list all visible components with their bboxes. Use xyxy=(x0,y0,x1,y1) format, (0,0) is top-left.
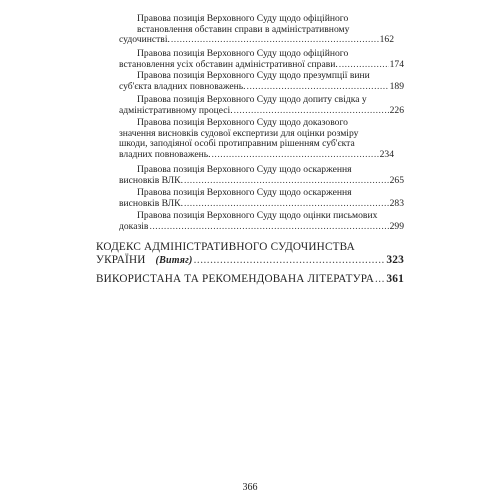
toc-page-number: 265 xyxy=(389,174,404,186)
toc-entry-line: встановлення усіх обставин адміністративної справи. xyxy=(119,58,338,70)
toc-entry-last-line xyxy=(119,199,404,210)
toc-entry-line: доказів xyxy=(119,220,149,232)
toc-entry-last-line xyxy=(119,222,404,233)
toc-entry-line: шкоди, заподіяної особі протиправним рішенням суб'єкта xyxy=(119,138,355,150)
toc-entry[interactable] xyxy=(119,49,404,70)
toc-entry-last-line xyxy=(119,150,404,161)
toc-entry-line: висновків ВЛК. xyxy=(119,174,183,186)
toc-entry[interactable] xyxy=(119,165,404,186)
toc-code-section[interactable] xyxy=(96,241,404,267)
code-section-note: (Витяг) xyxy=(155,255,193,266)
dot-leader xyxy=(184,199,389,210)
toc-entry[interactable] xyxy=(119,95,404,116)
toc-entry[interactable] xyxy=(119,188,404,209)
toc-entry[interactable] xyxy=(119,211,404,232)
dot-leader xyxy=(194,254,386,267)
toc-entry-line: Правова позиція Верховного Суду щодо офіційного xyxy=(137,48,349,59)
toc-page-number: 299 xyxy=(389,220,404,232)
toc-page-number: 323 xyxy=(386,254,404,266)
toc-page-number: 234 xyxy=(379,148,394,160)
dot-leader xyxy=(339,60,389,71)
dot-leader xyxy=(184,176,389,187)
toc-entry-line: Правова позиція Верховного Суду щодо оскарження xyxy=(137,187,352,198)
toc-entry-line: Правова позиція Верховного Суду щодо доказового xyxy=(137,117,348,128)
toc-page-number: 174 xyxy=(389,58,404,70)
dot-leader xyxy=(149,222,388,233)
code-section-title-cont: УКРАЇНИ xyxy=(96,254,146,266)
page-number: 366 xyxy=(242,482,258,493)
toc-entry-last-line xyxy=(96,273,404,286)
toc-page-number: 162 xyxy=(379,34,394,46)
toc-entry-line: Правова позиція Верховного Суду щодо офіційного xyxy=(137,13,349,24)
toc-page-number: 226 xyxy=(389,104,404,116)
toc-entry[interactable] xyxy=(119,71,404,92)
toc-entry[interactable] xyxy=(119,14,404,46)
dot-leader xyxy=(171,35,379,46)
toc-entry-last-line xyxy=(119,60,404,71)
toc-entry-last-line xyxy=(119,176,404,187)
literature-section-title: ВИКОРИСТАНА ТА РЕКОМЕНДОВАНА ЛІТЕРАТУРА xyxy=(96,273,374,285)
toc-entry-last-line xyxy=(119,106,404,117)
toc-entry-line: значення висновків судової експертизи для оцінки розміру xyxy=(119,127,359,139)
toc-entry-line: суб'єкта владних повноважень. xyxy=(119,80,246,92)
toc-literature-section[interactable] xyxy=(96,273,404,286)
toc-page-number: 189 xyxy=(389,80,404,92)
toc-entry-line: владних повноважень. xyxy=(119,148,211,160)
dot-leader xyxy=(375,273,385,286)
toc-entry-line: адміністративному процесі. xyxy=(119,104,233,116)
toc-entry-line: Правова позиція Верховного Суду щодо оцінки письмових xyxy=(137,210,378,221)
toc-page-number: 283 xyxy=(389,197,404,209)
dot-leader xyxy=(234,106,389,117)
toc-entry-line: Правова позиція Верховного Суду щодо оскарження xyxy=(137,164,352,175)
toc-entry-line: встановлення обставин справи в адміністративному xyxy=(137,23,350,35)
toc-entry-last-line xyxy=(119,35,404,46)
toc-entry-line: Правова позиція Верховного Суду щодо допиту свідка у xyxy=(137,94,367,105)
dot-leader xyxy=(247,82,389,93)
toc-entry-line: судочинстві. xyxy=(119,34,170,46)
toc-entry-last-line xyxy=(119,82,404,93)
toc-entry-line: висновків ВЛК. xyxy=(119,197,183,209)
toc-entry-last-line xyxy=(96,254,404,267)
toc-entry-line xyxy=(96,241,404,254)
dot-leader xyxy=(212,150,379,161)
toc-page-number: 361 xyxy=(386,273,404,285)
toc-entry-line: Правова позиція Верховного Суду щодо презумпції вини xyxy=(137,70,370,81)
toc-entry[interactable] xyxy=(119,118,404,160)
code-section-title: КОДЕКС АДМІНІСТРАТИВНОГО СУДОЧИНСТВА xyxy=(96,241,355,253)
